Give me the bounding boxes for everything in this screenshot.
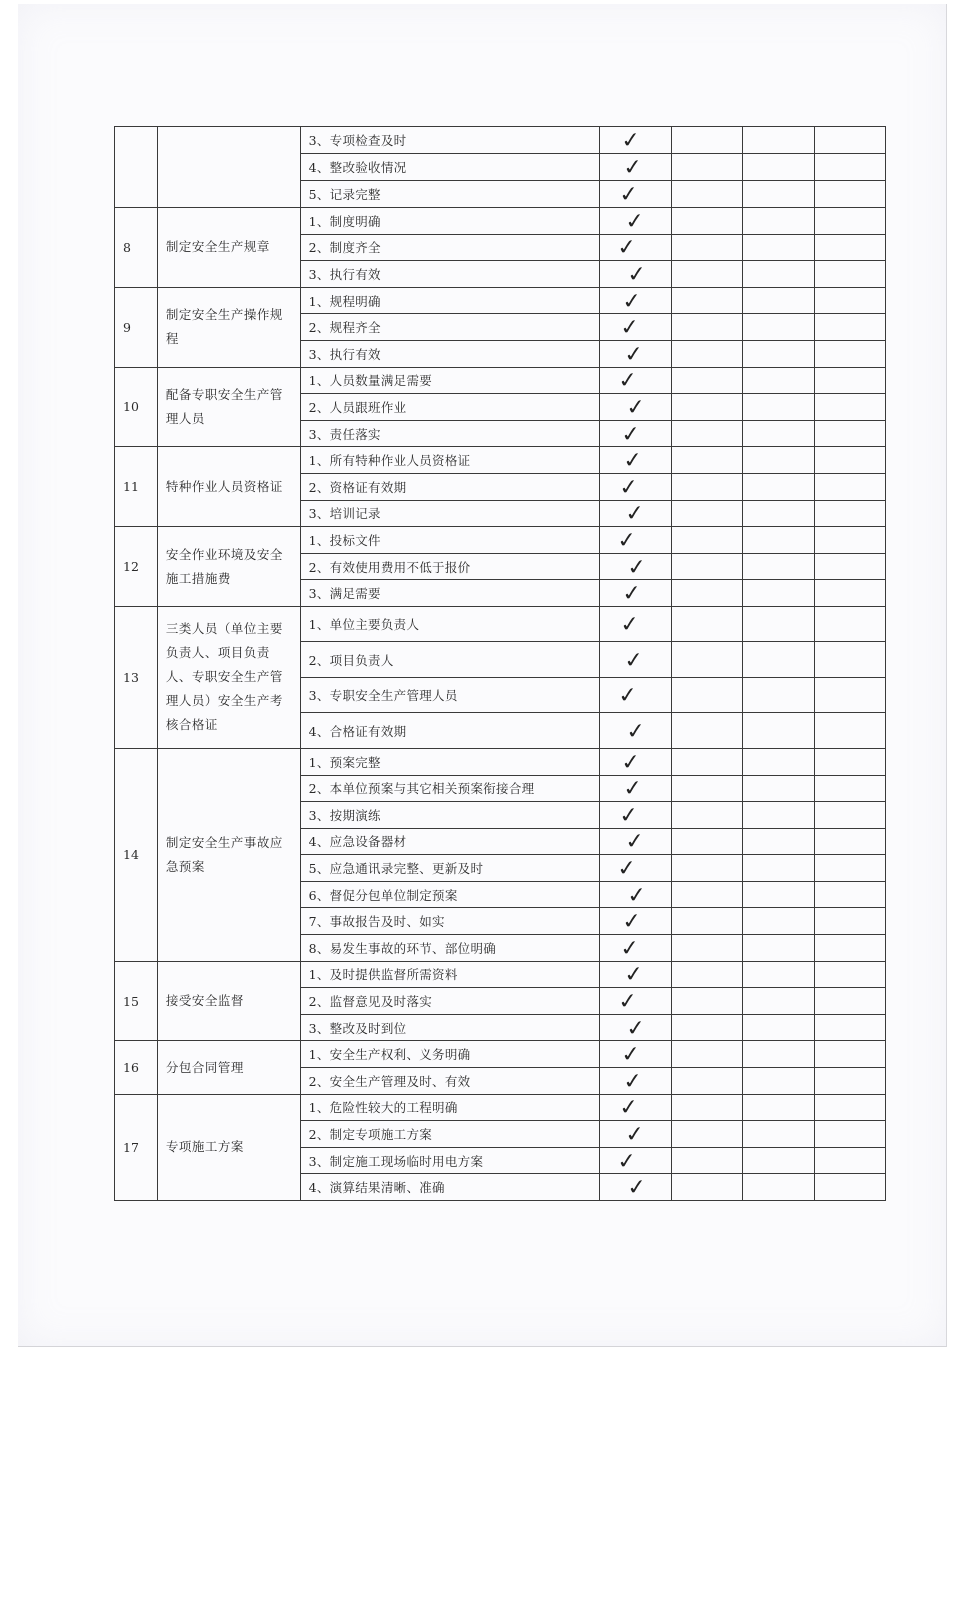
check-item: 3、执行有效 <box>300 340 600 367</box>
table-row <box>115 606 886 642</box>
checklist-body <box>115 127 886 1201</box>
blank-cell <box>814 1014 885 1041</box>
check-item: 2、制度齐全 <box>300 234 600 261</box>
blank-cell <box>671 606 742 642</box>
check-mark-icon: ✓ <box>620 748 643 775</box>
table-row <box>115 367 886 394</box>
check-mark-icon: ✓ <box>621 287 644 314</box>
check-category: 三类人员（单位主要负责人、项目负责人、专职安全生产管理人员）安全生产考核合格证 <box>157 606 300 748</box>
item-number: 8 <box>115 208 158 288</box>
blank-cell <box>671 367 742 394</box>
compliance-cell <box>600 1041 671 1068</box>
compliance-cell <box>600 473 671 500</box>
compliance-cell <box>600 500 671 527</box>
check-item: 2、人员跟班作业 <box>300 394 600 421</box>
item-number: 11 <box>115 447 158 527</box>
compliance-cell <box>600 447 671 474</box>
check-mark-icon: ✓ <box>626 261 649 287</box>
blank-cell <box>671 988 742 1015</box>
item-number: 15 <box>115 961 158 1041</box>
blank-cell <box>814 394 885 421</box>
check-item: 3、满足需要 <box>300 580 600 607</box>
blank-cell <box>814 1147 885 1174</box>
blank-cell <box>671 420 742 447</box>
blank-cell <box>671 802 742 829</box>
blank-cell <box>814 961 885 988</box>
blank-cell <box>814 447 885 474</box>
blank-cell <box>814 988 885 1015</box>
check-mark-icon: ✓ <box>626 553 649 580</box>
blank-cell <box>814 287 885 314</box>
check-mark-icon: ✓ <box>620 1041 643 1068</box>
blank-cell <box>743 677 814 713</box>
check-item: 1、安全生产权利、义务明确 <box>300 1041 600 1068</box>
check-mark-icon: ✓ <box>619 934 642 961</box>
check-item: 3、按期演练 <box>300 802 600 829</box>
table-row <box>115 1041 886 1068</box>
blank-cell <box>743 642 814 678</box>
blank-cell <box>743 234 814 261</box>
check-mark-icon: ✓ <box>626 1174 649 1201</box>
check-mark-icon: ✓ <box>619 314 642 341</box>
blank-cell <box>814 500 885 527</box>
blank-cell <box>671 447 742 474</box>
table-row <box>115 961 886 988</box>
check-category: 特种作业人员资格证 <box>157 447 300 527</box>
check-item: 3、整改及时到位 <box>300 1014 600 1041</box>
blank-cell <box>814 340 885 367</box>
check-item: 3、制定施工现场临时用电方案 <box>300 1147 600 1174</box>
blank-cell <box>671 580 742 607</box>
table-row <box>115 127 886 154</box>
check-category: 分包合同管理 <box>157 1041 300 1094</box>
blank-cell <box>743 473 814 500</box>
blank-cell <box>814 314 885 341</box>
check-category: 接受安全监督 <box>157 961 300 1041</box>
blank-cell <box>814 1041 885 1068</box>
compliance-cell <box>600 314 671 341</box>
check-item: 4、应急设备器材 <box>300 828 600 855</box>
compliance-cell <box>600 935 671 962</box>
check-category: 制定安全生产事故应急预案 <box>157 748 300 961</box>
blank-cell <box>671 527 742 554</box>
check-item: 3、专职安全生产管理人员 <box>300 677 600 713</box>
blank-cell <box>814 606 885 642</box>
blank-cell <box>814 828 885 855</box>
compliance-cell <box>600 367 671 394</box>
compliance-cell <box>600 713 671 749</box>
item-number <box>115 127 158 208</box>
blank-cell <box>743 828 814 855</box>
check-item: 2、规程齐全 <box>300 314 600 341</box>
compliance-cell <box>600 394 671 421</box>
blank-cell <box>743 127 814 154</box>
blank-cell <box>671 500 742 527</box>
blank-cell <box>671 261 742 288</box>
safety-checklist-table <box>114 126 886 1201</box>
check-item: 2、制定专项施工方案 <box>300 1121 600 1148</box>
blank-cell <box>743 1068 814 1095</box>
blank-cell <box>814 367 885 394</box>
compliance-cell <box>600 154 671 181</box>
check-mark-icon: ✓ <box>622 447 645 474</box>
compliance-cell <box>600 642 671 678</box>
blank-cell <box>671 855 742 882</box>
blank-cell <box>671 473 742 500</box>
blank-cell <box>671 394 742 421</box>
compliance-cell <box>600 961 671 988</box>
blank-cell <box>814 775 885 802</box>
compliance-cell <box>600 988 671 1015</box>
blank-cell <box>743 367 814 394</box>
blank-cell <box>743 1014 814 1041</box>
check-item: 1、及时提供监督所需资料 <box>300 961 600 988</box>
check-category: 专项施工方案 <box>157 1094 300 1200</box>
blank-cell <box>671 713 742 749</box>
check-item: 3、执行有效 <box>300 261 600 288</box>
compliance-cell <box>600 606 671 642</box>
blank-cell <box>743 500 814 527</box>
blank-cell <box>814 553 885 580</box>
check-mark-icon: ✓ <box>617 682 640 709</box>
blank-cell <box>743 775 814 802</box>
blank-cell <box>814 748 885 775</box>
check-item: 1、投标文件 <box>300 527 600 554</box>
compliance-cell <box>600 261 671 288</box>
check-mark-icon: ✓ <box>617 367 640 394</box>
check-item: 2、有效使用费用不低于报价 <box>300 553 600 580</box>
blank-cell <box>671 748 742 775</box>
check-mark-icon: ✓ <box>624 207 647 234</box>
check-mark-icon: ✓ <box>623 340 646 367</box>
item-number: 14 <box>115 748 158 961</box>
compliance-cell <box>600 1121 671 1148</box>
blank-cell <box>671 553 742 580</box>
blank-cell <box>814 181 885 208</box>
blank-cell <box>743 1147 814 1174</box>
compliance-cell <box>600 1174 671 1201</box>
item-number: 17 <box>115 1094 158 1200</box>
check-mark-icon: ✓ <box>622 154 645 180</box>
blank-cell <box>743 394 814 421</box>
scanned-page <box>18 4 947 1347</box>
blank-cell <box>743 553 814 580</box>
blank-cell <box>743 855 814 882</box>
blank-cell <box>814 261 885 288</box>
check-category: 制定安全生产操作规程 <box>157 287 300 367</box>
blank-cell <box>814 473 885 500</box>
table-row <box>115 208 886 235</box>
blank-cell <box>671 127 742 154</box>
compliance-cell <box>600 287 671 314</box>
blank-cell <box>743 935 814 962</box>
check-mark-icon: ✓ <box>624 828 647 855</box>
compliance-cell <box>600 527 671 554</box>
check-item: 2、项目负责人 <box>300 642 600 678</box>
blank-cell <box>814 713 885 749</box>
compliance-cell <box>600 881 671 908</box>
compliance-cell <box>600 677 671 713</box>
blank-cell <box>743 287 814 314</box>
item-number: 10 <box>115 367 158 447</box>
check-mark-icon: ✓ <box>624 500 647 527</box>
blank-cell <box>814 234 885 261</box>
blank-cell <box>743 802 814 829</box>
blank-cell <box>671 961 742 988</box>
compliance-cell <box>600 181 671 208</box>
blank-cell <box>814 580 885 607</box>
blank-cell <box>814 527 885 554</box>
check-item: 2、本单位预案与其它相关预案衔接合理 <box>300 775 600 802</box>
check-item: 3、培训记录 <box>300 500 600 527</box>
compliance-cell <box>600 234 671 261</box>
check-item: 4、演算结果清晰、准确 <box>300 1174 600 1201</box>
check-category: 安全作业环境及安全施工措施费 <box>157 527 300 607</box>
check-mark-icon: ✓ <box>622 1067 645 1094</box>
check-mark-icon: ✓ <box>623 961 646 988</box>
blank-cell <box>814 154 885 181</box>
blank-cell <box>743 713 814 749</box>
blank-cell <box>671 314 742 341</box>
compliance-cell <box>600 1068 671 1095</box>
check-mark-icon: ✓ <box>617 988 640 1014</box>
blank-cell <box>743 961 814 988</box>
check-item: 1、人员数量满足需要 <box>300 367 600 394</box>
compliance-cell <box>600 775 671 802</box>
compliance-cell <box>600 855 671 882</box>
compliance-cell <box>600 420 671 447</box>
blank-cell <box>814 881 885 908</box>
check-item: 1、规程明确 <box>300 287 600 314</box>
check-item: 1、单位主要负责人 <box>300 606 600 642</box>
blank-cell <box>743 181 814 208</box>
compliance-cell <box>600 127 671 154</box>
blank-cell <box>814 1174 885 1201</box>
blank-cell <box>814 935 885 962</box>
check-mark-icon: ✓ <box>616 234 639 261</box>
blank-cell <box>671 1041 742 1068</box>
blank-cell <box>743 447 814 474</box>
compliance-cell <box>600 908 671 935</box>
blank-cell <box>814 127 885 154</box>
blank-cell <box>743 261 814 288</box>
check-item: 5、应急通讯录完整、更新及时 <box>300 855 600 882</box>
compliance-cell <box>600 553 671 580</box>
compliance-cell <box>600 1094 671 1121</box>
compliance-cell <box>600 208 671 235</box>
check-item: 3、责任落实 <box>300 420 600 447</box>
blank-cell <box>671 642 742 678</box>
table-row <box>115 447 886 474</box>
check-mark-icon: ✓ <box>621 908 644 935</box>
item-number: 9 <box>115 287 158 367</box>
check-item: 5、记录完整 <box>300 181 600 208</box>
check-item: 7、事故报告及时、如实 <box>300 908 600 935</box>
blank-cell <box>671 340 742 367</box>
check-item: 1、所有特种作业人员资格证 <box>300 447 600 474</box>
blank-cell <box>814 802 885 829</box>
compliance-cell <box>600 1147 671 1174</box>
blank-cell <box>671 1121 742 1148</box>
check-item: 1、预案完整 <box>300 748 600 775</box>
blank-cell <box>814 677 885 713</box>
check-category: 制定安全生产规章 <box>157 208 300 288</box>
check-mark-icon: ✓ <box>618 1094 641 1121</box>
check-mark-icon: ✓ <box>622 775 645 802</box>
check-item: 2、监督意见及时落实 <box>300 988 600 1015</box>
table-row <box>115 287 886 314</box>
check-item: 3、专项检查及时 <box>300 127 600 154</box>
check-mark-icon: ✓ <box>625 394 648 420</box>
compliance-cell <box>600 828 671 855</box>
check-item: 2、资格证有效期 <box>300 473 600 500</box>
blank-cell <box>743 208 814 235</box>
blank-cell <box>743 881 814 908</box>
blank-cell <box>814 1094 885 1121</box>
blank-cell <box>671 1014 742 1041</box>
blank-cell <box>671 908 742 935</box>
item-number: 12 <box>115 527 158 607</box>
blank-cell <box>671 234 742 261</box>
blank-cell <box>671 1094 742 1121</box>
blank-cell <box>814 420 885 447</box>
check-mark-icon: ✓ <box>624 1121 647 1147</box>
check-mark-icon: ✓ <box>620 420 643 447</box>
table-row <box>115 748 886 775</box>
check-mark-icon: ✓ <box>616 855 639 882</box>
blank-cell <box>743 420 814 447</box>
check-mark-icon: ✓ <box>621 580 644 607</box>
check-mark-icon: ✓ <box>623 646 646 673</box>
blank-cell <box>814 208 885 235</box>
compliance-cell <box>600 1014 671 1041</box>
blank-cell <box>743 748 814 775</box>
check-mark-icon: ✓ <box>616 526 639 553</box>
blank-cell <box>743 580 814 607</box>
table-row <box>115 1094 886 1121</box>
check-mark-icon: ✓ <box>618 801 641 828</box>
check-item: 1、制度明确 <box>300 208 600 235</box>
check-item: 1、危险性较大的工程明确 <box>300 1094 600 1121</box>
compliance-cell <box>600 748 671 775</box>
blank-cell <box>743 314 814 341</box>
blank-cell <box>671 828 742 855</box>
blank-cell <box>814 1068 885 1095</box>
check-mark-icon: ✓ <box>625 1014 648 1041</box>
item-number: 13 <box>115 606 158 748</box>
blank-cell <box>814 1121 885 1148</box>
blank-cell <box>743 1174 814 1201</box>
blank-cell <box>671 181 742 208</box>
check-mark-icon: ✓ <box>625 717 648 744</box>
check-item: 2、安全生产管理及时、有效 <box>300 1068 600 1095</box>
check-item: 4、整改验收情况 <box>300 154 600 181</box>
blank-cell <box>671 1068 742 1095</box>
blank-cell <box>671 881 742 908</box>
blank-cell <box>814 908 885 935</box>
check-category: 配备专职安全生产管理人员 <box>157 367 300 447</box>
check-mark-icon: ✓ <box>619 611 642 638</box>
check-item: 4、合格证有效期 <box>300 713 600 749</box>
blank-cell <box>743 340 814 367</box>
blank-cell <box>743 606 814 642</box>
check-category <box>157 127 300 208</box>
blank-cell <box>671 287 742 314</box>
check-mark-icon: ✓ <box>618 181 641 207</box>
check-mark-icon: ✓ <box>626 881 649 908</box>
blank-cell <box>671 1147 742 1174</box>
check-mark-icon: ✓ <box>618 473 641 500</box>
blank-cell <box>671 935 742 962</box>
blank-cell <box>814 642 885 678</box>
compliance-cell <box>600 340 671 367</box>
blank-cell <box>743 527 814 554</box>
blank-cell <box>743 1121 814 1148</box>
blank-cell <box>671 677 742 713</box>
check-mark-icon: ✓ <box>616 1147 639 1174</box>
blank-cell <box>814 855 885 882</box>
item-number: 16 <box>115 1041 158 1094</box>
blank-cell <box>671 775 742 802</box>
check-item: 8、易发生事故的环节、部位明确 <box>300 935 600 962</box>
check-item: 6、督促分包单位制定预案 <box>300 881 600 908</box>
blank-cell <box>671 208 742 235</box>
blank-cell <box>743 1041 814 1068</box>
table-row <box>115 527 886 554</box>
check-mark-icon: ✓ <box>620 127 643 153</box>
blank-cell <box>743 154 814 181</box>
compliance-cell <box>600 802 671 829</box>
compliance-cell <box>600 580 671 607</box>
blank-cell <box>743 1094 814 1121</box>
blank-cell <box>743 908 814 935</box>
blank-cell <box>671 1174 742 1201</box>
blank-cell <box>743 988 814 1015</box>
blank-cell <box>671 154 742 181</box>
